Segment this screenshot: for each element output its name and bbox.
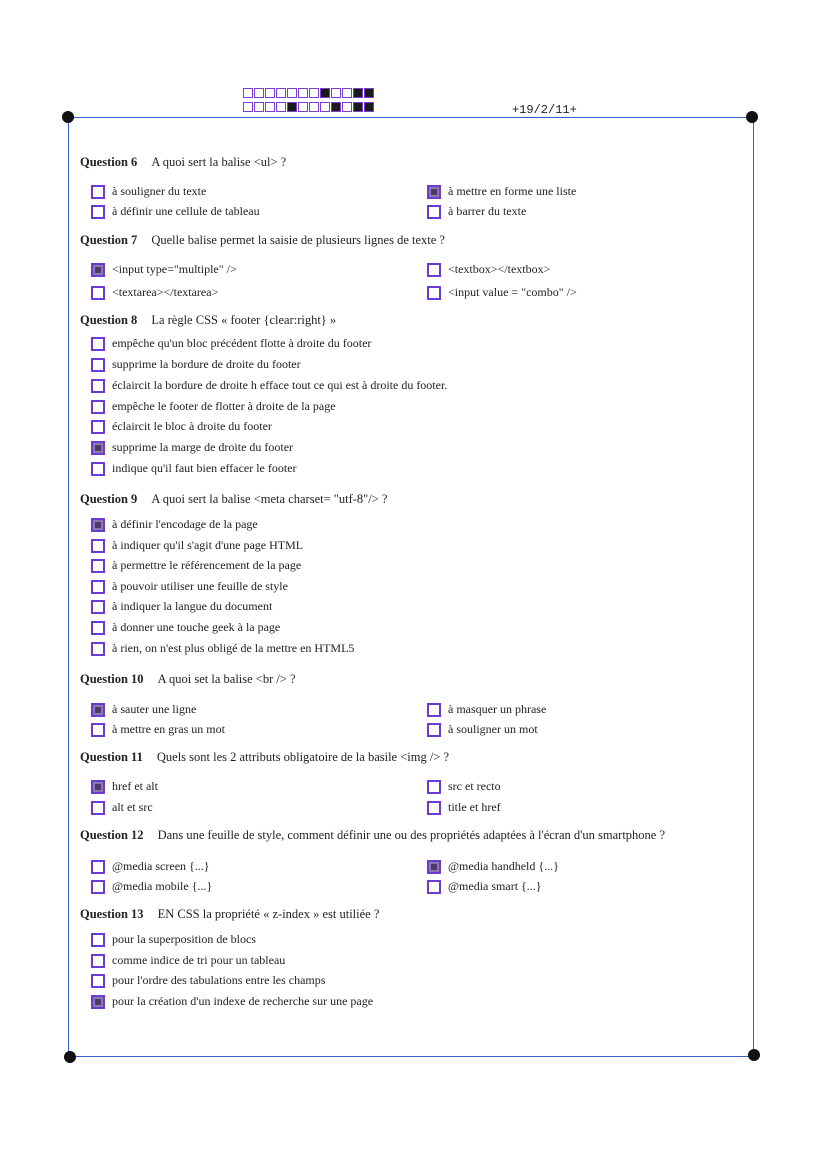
answer-option[interactable] (91, 419, 272, 434)
answer-checkbox[interactable] (91, 880, 105, 894)
answer-option[interactable] (91, 184, 206, 199)
answer-label: à indiquer la langue du document (112, 599, 273, 613)
answer-label: @media smart {...} (448, 879, 542, 893)
code-cell (364, 102, 374, 112)
answer-label: à définir une cellule de tableau (112, 204, 260, 218)
answer-option[interactable] (91, 879, 212, 894)
question-text: Quelle balise permet la saisie de plusieurs lignes de texte ? (151, 233, 445, 247)
answer-label: <input type="multiple" /> (112, 262, 237, 276)
answer-checkbox[interactable] (91, 933, 105, 947)
answer-checkbox[interactable] (91, 974, 105, 988)
code-cell (243, 88, 253, 98)
answer-label: title et href (448, 800, 501, 814)
answer-option[interactable] (91, 357, 301, 372)
answer-checkbox[interactable] (91, 995, 105, 1009)
question-number: Question 6 (80, 155, 138, 169)
answer-option[interactable] (427, 800, 501, 815)
code-cell (254, 88, 264, 98)
corner-marker-bottom-left (64, 1051, 76, 1063)
answer-checkbox[interactable] (91, 286, 105, 300)
answer-checkbox[interactable] (91, 441, 105, 455)
answer-label: empêche qu'un bloc précédent flotte à droite du footer (112, 336, 372, 350)
answer-checkbox[interactable] (91, 263, 105, 277)
answer-checkbox[interactable] (427, 780, 441, 794)
answer-option[interactable] (91, 262, 237, 277)
answer-label: supprime la bordure de droite du footer (112, 357, 301, 371)
answer-label: @media handheld {...} (448, 859, 559, 873)
question-heading (80, 155, 286, 170)
answer-label: href et alt (112, 779, 158, 793)
answer-checkbox[interactable] (91, 400, 105, 414)
answer-checkbox[interactable] (427, 703, 441, 717)
answer-checkbox[interactable] (91, 358, 105, 372)
answer-option[interactable] (91, 994, 373, 1009)
code-cell (320, 88, 330, 98)
answer-checkbox[interactable] (91, 420, 105, 434)
code-cell (353, 88, 363, 98)
question-heading (80, 672, 296, 687)
code-cell (298, 102, 308, 112)
question-text: EN CSS la propriété « z-index » est utiliée ? (157, 907, 380, 921)
answer-option[interactable] (91, 859, 210, 874)
answer-label: <textarea></textarea> (112, 285, 219, 299)
answer-label: @media screen {...} (112, 859, 210, 873)
answer-label: <textbox></textbox> (448, 262, 551, 276)
question-number: Question 7 (80, 233, 138, 247)
answer-checkbox[interactable] (91, 462, 105, 476)
answer-option[interactable] (427, 859, 559, 874)
answer-checkbox[interactable] (91, 379, 105, 393)
code-cell (276, 88, 286, 98)
answer-checkbox[interactable] (91, 642, 105, 656)
question-heading (80, 233, 445, 248)
answer-option[interactable] (91, 285, 218, 300)
answer-option[interactable] (427, 184, 576, 199)
answer-checkbox[interactable] (427, 185, 441, 199)
answer-checkbox[interactable] (91, 185, 105, 199)
answer-option[interactable] (427, 702, 546, 717)
answer-checkbox[interactable] (427, 880, 441, 894)
answer-option[interactable] (91, 722, 225, 737)
answer-checkbox[interactable] (91, 205, 105, 219)
answer-label: comme indice de tri pour un tableau (112, 953, 286, 967)
answer-label: à masquer un phrase (448, 702, 547, 716)
page-code-row (243, 88, 375, 98)
answer-label: pour la création d'un indexe de recherche sur une page (112, 994, 374, 1008)
answer-option[interactable] (427, 879, 542, 894)
code-cell (364, 88, 374, 98)
answer-label: empêche le footer de flotter à droite de la page (112, 399, 336, 413)
answer-label: à souligner un mot (448, 722, 538, 736)
answer-option[interactable] (91, 204, 260, 219)
code-cell (276, 102, 286, 112)
answer-checkbox[interactable] (91, 954, 105, 968)
answer-checkbox[interactable] (427, 263, 441, 277)
page-id: +19/2/11+ (512, 103, 577, 117)
answer-checkbox[interactable] (91, 801, 105, 815)
answer-option[interactable] (91, 399, 336, 414)
answer-option[interactable] (427, 262, 550, 277)
corner-marker-top-right (746, 111, 758, 123)
question-text: La règle CSS « footer {clear:right} » (151, 313, 337, 327)
answer-option[interactable] (91, 461, 297, 476)
answer-label: à définir l'encodage de la page (112, 517, 258, 531)
code-cell (254, 102, 264, 112)
question-heading (80, 750, 449, 765)
answer-label: à sauter une ligne (112, 702, 197, 716)
answer-label: indique qu'il faut bien effacer le footer (112, 461, 297, 475)
answer-label: à mettre en forme une liste (448, 184, 577, 198)
answer-checkbox[interactable] (91, 621, 105, 635)
question-text: Quels sont les 2 attributs obligatoire de la basile <img /> ? (156, 750, 450, 764)
code-cell (309, 88, 319, 98)
code-cell (342, 88, 352, 98)
answer-label: éclaircit le bloc à droite du footer (112, 419, 272, 433)
answer-checkbox[interactable] (427, 205, 441, 219)
question-text: A quoi set la balise <br /> ? (157, 672, 296, 686)
answer-label: à indiquer qu'il s'agit d'une page HTML (112, 538, 304, 552)
answer-label: éclaircit la bordure de droite h efface tout ce qui est à droite du footer. (112, 378, 448, 392)
code-cell (342, 102, 352, 112)
answer-label: pour l'ordre des tabulations entre les champs (112, 973, 326, 987)
answer-label: à rien, on n'est plus obligé de la mettre en HTML5 (112, 641, 355, 655)
code-cell (265, 88, 275, 98)
code-cell (298, 88, 308, 98)
answer-option[interactable] (91, 579, 288, 594)
code-cell (353, 102, 363, 112)
answer-label: @media mobile {...} (112, 879, 213, 893)
corner-marker-top-left (62, 111, 74, 123)
answer-option[interactable] (91, 702, 196, 717)
answer-option[interactable] (91, 953, 285, 968)
question-number: Question 11 (80, 750, 143, 764)
code-cell (287, 88, 297, 98)
question-text: A quoi sert la balise <ul> ? (151, 155, 287, 169)
code-cell (320, 102, 330, 112)
code-cell (331, 88, 341, 98)
answer-checkbox[interactable] (91, 539, 105, 553)
answer-option[interactable] (427, 722, 538, 737)
answer-option[interactable] (91, 620, 280, 635)
answer-checkbox[interactable] (91, 580, 105, 594)
question-heading (80, 828, 665, 843)
answer-option[interactable] (91, 641, 354, 656)
answer-label: à pouvoir utiliser une feuille de style (112, 579, 288, 593)
answer-label: à souligner du texte (112, 184, 207, 198)
answer-label: à barrer du texte (448, 204, 527, 218)
answer-label: à permettre le référencement de la page (112, 558, 302, 572)
answer-option[interactable] (91, 440, 293, 455)
answer-checkbox[interactable] (427, 286, 441, 300)
answer-label: à mettre en gras un mot (112, 722, 225, 736)
answer-checkbox[interactable] (91, 860, 105, 874)
answer-option[interactable] (427, 779, 501, 794)
answer-option[interactable] (91, 538, 303, 553)
answer-label: src et recto (448, 779, 501, 793)
answer-option[interactable] (91, 800, 153, 815)
answer-label: supprime la marge de droite du footer (112, 440, 294, 454)
answer-checkbox[interactable] (91, 723, 105, 737)
code-cell (287, 102, 297, 112)
answer-option[interactable] (427, 285, 577, 300)
answer-checkbox[interactable] (427, 801, 441, 815)
answer-label: <input value = "combo" /> (448, 285, 577, 299)
corner-marker-bottom-right (748, 1049, 760, 1061)
answer-option[interactable] (91, 558, 301, 573)
answer-option[interactable] (427, 204, 526, 219)
answer-option[interactable] (91, 932, 256, 947)
answer-checkbox[interactable] (91, 780, 105, 794)
question-heading (80, 907, 379, 922)
answer-option[interactable] (91, 336, 371, 351)
answer-checkbox[interactable] (427, 860, 441, 874)
answer-checkbox[interactable] (91, 518, 105, 532)
code-cell (309, 102, 319, 112)
answer-checkbox[interactable] (91, 600, 105, 614)
answer-option[interactable] (91, 599, 272, 614)
question-number: Question 12 (80, 828, 144, 842)
answer-option[interactable] (91, 378, 447, 393)
question-heading (80, 313, 336, 328)
question-heading (80, 492, 387, 507)
answer-checkbox[interactable] (427, 723, 441, 737)
answer-checkbox[interactable] (91, 337, 105, 351)
answer-option[interactable] (91, 779, 158, 794)
answer-label: pour la superposition de blocs (112, 932, 256, 946)
page-code-row (243, 102, 375, 112)
answer-option[interactable] (91, 973, 325, 988)
answer-label: alt et src (112, 800, 153, 814)
question-number: Question 13 (80, 907, 144, 921)
answer-label: à donner une touche geek à la page (112, 620, 281, 634)
code-cell (243, 102, 253, 112)
code-cell (331, 102, 341, 112)
question-text: A quoi sert la balise <meta charset= "utf-8"/> ? (151, 492, 388, 506)
question-number: Question 10 (80, 672, 144, 686)
question-number: Question 9 (80, 492, 138, 506)
question-text: Dans une feuille de style, comment définir une ou des propriétés adaptées à l'écran d'un smartphone ? (157, 828, 666, 842)
answer-option[interactable] (91, 517, 258, 532)
answer-checkbox[interactable] (91, 703, 105, 717)
question-number: Question 8 (80, 313, 138, 327)
code-cell (265, 102, 275, 112)
answer-checkbox[interactable] (91, 559, 105, 573)
